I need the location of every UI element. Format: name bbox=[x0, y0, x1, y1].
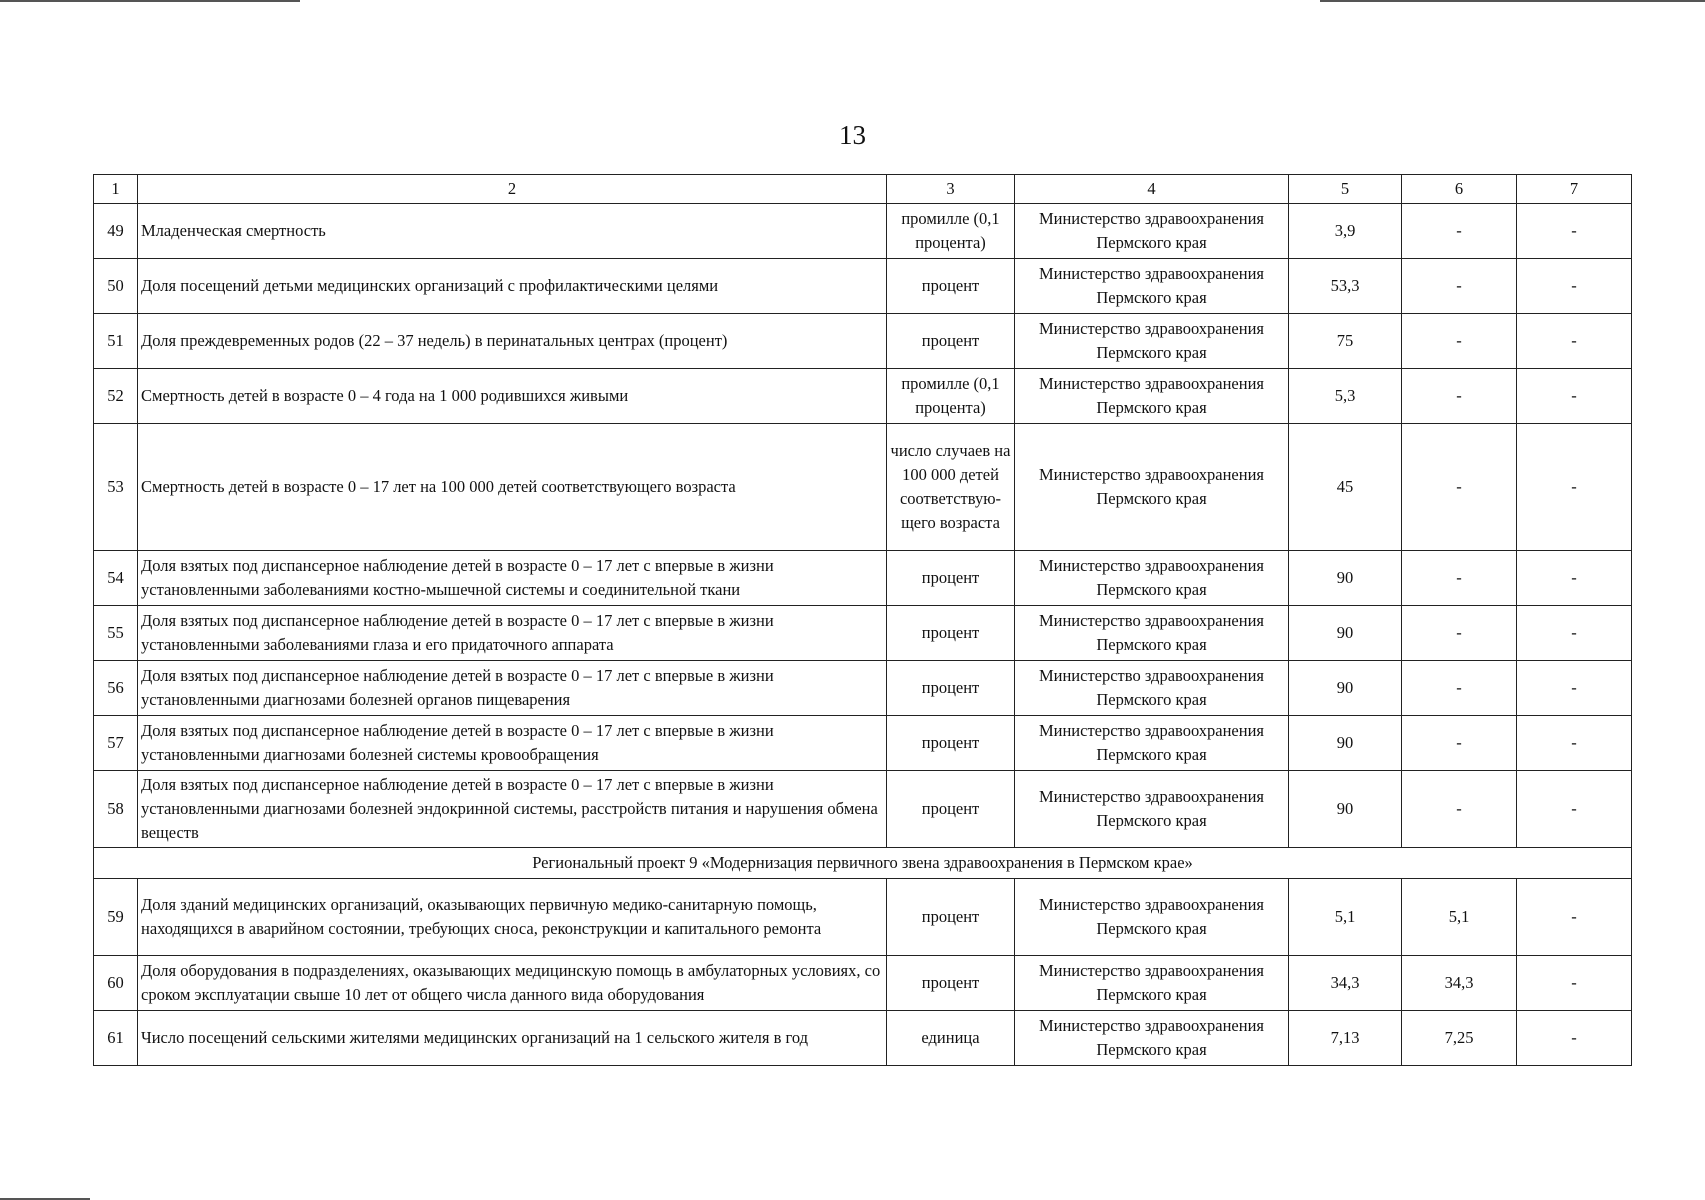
scan-edge-mark bbox=[0, 0, 300, 2]
unit: процент bbox=[887, 879, 1015, 956]
value-col5: 53,3 bbox=[1289, 259, 1402, 314]
value-col5: 7,13 bbox=[1289, 1011, 1402, 1066]
table-row bbox=[94, 259, 1632, 314]
responsible-body: Министерство здравоохранения Пермского края bbox=[1015, 716, 1289, 771]
table-row bbox=[94, 551, 1632, 606]
row-number: 59 bbox=[94, 879, 138, 956]
unit: процент bbox=[887, 661, 1015, 716]
row-number: 51 bbox=[94, 314, 138, 369]
indicator-name: Доля оборудования в подразделениях, оказывающих медицинскую помощь в амбулаторных условиях, со сроком эксплуатации свыше 10 лет от общего числа данного вида оборудования bbox=[138, 956, 887, 1011]
indicator-name: Число посещений сельскими жителями медицинских организаций на 1 сельского жителя в год bbox=[138, 1011, 887, 1066]
responsible-body: Министерство здравоохранения Пермского края bbox=[1015, 369, 1289, 424]
value-col5: 3,9 bbox=[1289, 204, 1402, 259]
row-number: 58 bbox=[94, 771, 138, 848]
value-col6: - bbox=[1402, 551, 1517, 606]
column-header: 4 bbox=[1015, 175, 1289, 204]
column-header: 6 bbox=[1402, 175, 1517, 204]
value-col7: - bbox=[1517, 716, 1632, 771]
value-col6: 34,3 bbox=[1402, 956, 1517, 1011]
row-number: 53 bbox=[94, 424, 138, 551]
responsible-body: Министерство здравоохранения Пермского края bbox=[1015, 204, 1289, 259]
row-number: 54 bbox=[94, 551, 138, 606]
value-col7: - bbox=[1517, 204, 1632, 259]
responsible-body: Министерство здравоохранения Пермского края bbox=[1015, 771, 1289, 848]
value-col6: 5,1 bbox=[1402, 879, 1517, 956]
scan-edge-mark bbox=[1320, 0, 1705, 2]
table-row bbox=[94, 606, 1632, 661]
value-col5: 45 bbox=[1289, 424, 1402, 551]
value-col7: - bbox=[1517, 606, 1632, 661]
value-col5: 90 bbox=[1289, 551, 1402, 606]
indicator-name: Доля преждевременных родов (22 – 37 недель) в перинатальных центрах (процент) bbox=[138, 314, 887, 369]
unit: процент bbox=[887, 771, 1015, 848]
value-col6: - bbox=[1402, 259, 1517, 314]
indicator-name: Младенческая смертность bbox=[138, 204, 887, 259]
value-col5: 90 bbox=[1289, 771, 1402, 848]
unit: процент bbox=[887, 956, 1015, 1011]
value-col5: 90 bbox=[1289, 606, 1402, 661]
value-col7: - bbox=[1517, 956, 1632, 1011]
column-header: 3 bbox=[887, 175, 1015, 204]
indicator-name: Смертность детей в возрасте 0 – 4 года на 1 000 родившихся живыми bbox=[138, 369, 887, 424]
value-col7: - bbox=[1517, 551, 1632, 606]
value-col7: - bbox=[1517, 424, 1632, 551]
table-row bbox=[94, 661, 1632, 716]
indicator-name: Доля взятых под диспансерное наблюдение детей в возрасте 0 – 17 лет с впервые в жизни установленными диагнозами болезней эндокринной системы, расстройств питания и нарушения обмена веществ bbox=[138, 771, 887, 848]
table-row bbox=[94, 716, 1632, 771]
responsible-body: Министерство здравоохранения Пермского края bbox=[1015, 314, 1289, 369]
value-col7: - bbox=[1517, 661, 1632, 716]
unit: число случаев на 100 000 детей соответствую-щего возраста bbox=[887, 424, 1015, 551]
section-title: Региональный проект 9 «Модернизация первичного звена здравоохранения в Пермском крае» bbox=[94, 848, 1632, 879]
value-col6: - bbox=[1402, 771, 1517, 848]
indicator-name: Смертность детей в возрасте 0 – 17 лет на 100 000 детей соответствующего возраста bbox=[138, 424, 887, 551]
page-number: 13 bbox=[839, 120, 866, 150]
unit: промилле (0,1 процента) bbox=[887, 204, 1015, 259]
row-number: 52 bbox=[94, 369, 138, 424]
table-row bbox=[94, 424, 1632, 551]
unit: процент bbox=[887, 606, 1015, 661]
unit: процент bbox=[887, 314, 1015, 369]
table-row bbox=[94, 314, 1632, 369]
row-number: 55 bbox=[94, 606, 138, 661]
value-col6: - bbox=[1402, 606, 1517, 661]
unit: процент bbox=[887, 716, 1015, 771]
value-col6: - bbox=[1402, 369, 1517, 424]
value-col5: 75 bbox=[1289, 314, 1402, 369]
value-col6: - bbox=[1402, 314, 1517, 369]
value-col7: - bbox=[1517, 1011, 1632, 1066]
table-row bbox=[94, 1011, 1632, 1066]
responsible-body: Министерство здравоохранения Пермского края bbox=[1015, 606, 1289, 661]
value-col5: 90 bbox=[1289, 661, 1402, 716]
value-col7: - bbox=[1517, 314, 1632, 369]
row-number: 57 bbox=[94, 716, 138, 771]
unit: промилле (0,1 процента) bbox=[887, 369, 1015, 424]
indicator-name: Доля зданий медицинских организаций, оказывающих первичную медико-санитарную помощь, находящихся в аварийном состоянии, требующих сноса, реконструкции и капитального ремонта bbox=[138, 879, 887, 956]
column-header: 2 bbox=[138, 175, 887, 204]
column-number-row bbox=[94, 175, 1632, 204]
value-col5: 5,3 bbox=[1289, 369, 1402, 424]
unit: процент bbox=[887, 259, 1015, 314]
row-number: 50 bbox=[94, 259, 138, 314]
responsible-body: Министерство здравоохранения Пермского края bbox=[1015, 551, 1289, 606]
row-number: 61 bbox=[94, 1011, 138, 1066]
value-col7: - bbox=[1517, 259, 1632, 314]
unit: процент bbox=[887, 551, 1015, 606]
table-row bbox=[94, 204, 1632, 259]
responsible-body: Министерство здравоохранения Пермского края bbox=[1015, 661, 1289, 716]
value-col7: - bbox=[1517, 879, 1632, 956]
responsible-body: Министерство здравоохранения Пермского края bbox=[1015, 1011, 1289, 1066]
responsible-body: Министерство здравоохранения Пермского края bbox=[1015, 956, 1289, 1011]
indicator-name: Доля взятых под диспансерное наблюдение детей в возрасте 0 – 17 лет с впервые в жизни установленными диагнозами болезней органов пищеварения bbox=[138, 661, 887, 716]
value-col7: - bbox=[1517, 771, 1632, 848]
responsible-body: Министерство здравоохранения Пермского края bbox=[1015, 424, 1289, 551]
value-col6: - bbox=[1402, 716, 1517, 771]
value-col7: - bbox=[1517, 369, 1632, 424]
value-col6: - bbox=[1402, 424, 1517, 551]
column-header: 5 bbox=[1289, 175, 1402, 204]
table-row bbox=[94, 771, 1632, 848]
column-header: 7 bbox=[1517, 175, 1632, 204]
column-header: 1 bbox=[94, 175, 138, 204]
indicator-name: Доля посещений детьми медицинских организаций с профилактическими целями bbox=[138, 259, 887, 314]
row-number: 49 bbox=[94, 204, 138, 259]
value-col6: - bbox=[1402, 661, 1517, 716]
value-col6: - bbox=[1402, 204, 1517, 259]
unit: единица bbox=[887, 1011, 1015, 1066]
indicators-table bbox=[93, 174, 1632, 1066]
indicator-name: Доля взятых под диспансерное наблюдение детей в возрасте 0 – 17 лет с впервые в жизни установленными заболеваниями глаза и его придаточного аппарата bbox=[138, 606, 887, 661]
table-row bbox=[94, 879, 1632, 956]
row-number: 60 bbox=[94, 956, 138, 1011]
responsible-body: Министерство здравоохранения Пермского края bbox=[1015, 259, 1289, 314]
indicator-name: Доля взятых под диспансерное наблюдение детей в возрасте 0 – 17 лет с впервые в жизни установленными диагнозами болезней системы кровообращения bbox=[138, 716, 887, 771]
value-col5: 34,3 bbox=[1289, 956, 1402, 1011]
table-row bbox=[94, 956, 1632, 1011]
indicator-name: Доля взятых под диспансерное наблюдение детей в возрасте 0 – 17 лет с впервые в жизни установленными заболеваниями костно-мышечной системы и соединительной ткани bbox=[138, 551, 887, 606]
value-col6: 7,25 bbox=[1402, 1011, 1517, 1066]
table-row bbox=[94, 369, 1632, 424]
row-number: 56 bbox=[94, 661, 138, 716]
section-row bbox=[94, 848, 1632, 879]
responsible-body: Министерство здравоохранения Пермского края bbox=[1015, 879, 1289, 956]
value-col5: 90 bbox=[1289, 716, 1402, 771]
value-col5: 5,1 bbox=[1289, 879, 1402, 956]
